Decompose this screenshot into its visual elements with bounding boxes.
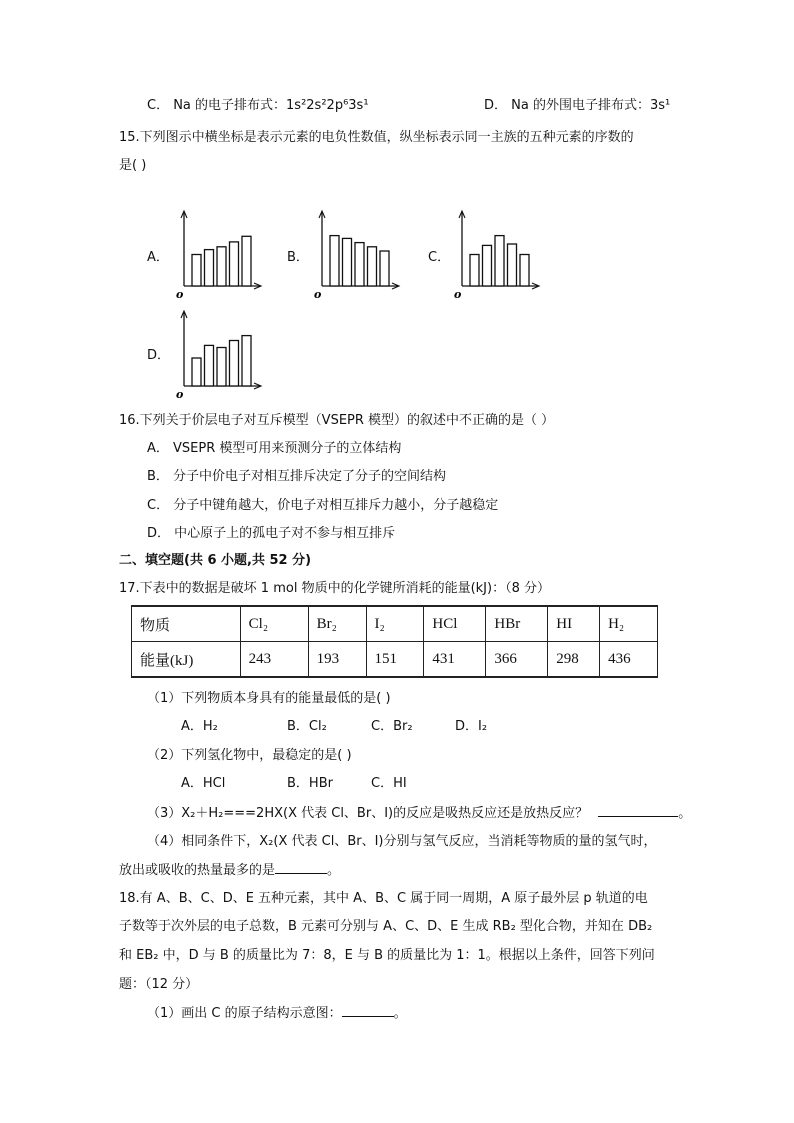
answer-blank[interactable] — [342, 1004, 394, 1017]
bar — [368, 247, 377, 286]
q17-part2-option: B．HBr — [287, 776, 333, 791]
bar — [217, 348, 226, 387]
bar — [217, 247, 226, 286]
bar — [192, 358, 201, 386]
table-cell: 151 — [366, 642, 424, 678]
bar — [343, 238, 352, 286]
q16-option-d: D． 中心原子上的孤电子对不参与相互排斥 — [147, 526, 396, 541]
bar-chart — [172, 310, 264, 401]
table-cell: 436 — [600, 642, 658, 678]
bar-chart — [310, 210, 402, 301]
table-cell: 243 — [240, 642, 308, 678]
bar — [205, 345, 214, 386]
bar-chart — [450, 210, 542, 301]
q15-label-b: B． — [287, 250, 309, 265]
q17-part2: （2）下列氢化物中，最稳定的是( ) — [147, 748, 352, 763]
table-header-cell: Cl₂ — [240, 606, 308, 642]
q17-part3-end: 。 — [678, 806, 692, 821]
table-header-cell: H₂ — [600, 606, 658, 642]
table-header-cell: I₂ — [366, 606, 424, 642]
table-cell: 298 — [548, 642, 600, 678]
q18-part1-end: 。 — [393, 1006, 407, 1021]
q18-line3: 和 EB₂ 中，D 与 B 的质量比为 7：8，E 与 B 的质量比为 1：1。根据以上条件，回答下列问 — [119, 948, 655, 963]
q17-part4-end: 。 — [327, 863, 341, 878]
q17-part3 — [147, 804, 691, 823]
bar-chart — [172, 210, 264, 301]
q18-line1: 18.有 A、B、C、D、E 五种元素，其中 A、B、C 属于同一周期，A 原子最外层 p 轨道的电 — [119, 891, 648, 906]
table-cell: 193 — [308, 642, 366, 678]
table-header-cell: HBr — [486, 606, 548, 642]
energy-table — [131, 605, 658, 678]
q15-chart-d — [172, 310, 264, 400]
q15-label-a: A． — [147, 250, 169, 265]
q17-part4-cont — [119, 861, 340, 880]
q17-part3-text: （3）X₂＋H₂===2HX(X 代表 Cl、Br、I)的反应是吸热反应还是放热反应？ — [147, 806, 589, 821]
table-header-cell: Br₂ — [308, 606, 366, 642]
table-header-cell: HCl — [424, 606, 486, 642]
q17-part1-option: B．Cl₂ — [287, 719, 327, 734]
bar — [242, 236, 251, 286]
table-header-cell: HI — [548, 606, 600, 642]
answer-blank[interactable] — [275, 861, 327, 874]
bar — [380, 251, 389, 286]
q16-stem: 16.下列关于价层电子对互斥模型（VSEPR 模型）的叙述中不正确的是（ ） — [119, 413, 555, 428]
origin-label: o — [314, 288, 322, 301]
bar — [230, 341, 239, 387]
bar — [508, 244, 517, 286]
table-header-cell: 物质 — [132, 606, 241, 642]
answer-blank[interactable] — [598, 804, 678, 817]
q14-option-c: C． Na 的电子排布式：1s²2s²2p⁶3s¹ — [147, 98, 369, 113]
bar — [520, 255, 529, 287]
q14-option-d: D． Na 的外围电子排布式：3s¹ — [484, 98, 671, 113]
q15-stem: 15.下列图示中横坐标是表示元素的电负性数值，纵坐标表示同一主族的五种元素的序数的 — [119, 130, 634, 145]
q17-part2-option: A．HCl — [181, 776, 226, 791]
q15-label-d: D． — [147, 348, 171, 363]
q16-option-a: A． VSEPR 模型可用来预测分子的立体结构 — [147, 441, 402, 456]
bar — [355, 243, 364, 286]
q15-stem-cont: 是( ) — [119, 158, 147, 173]
q17-part2-option: C．HI — [371, 776, 407, 791]
q15-chart-b — [310, 210, 402, 300]
bar — [330, 236, 339, 286]
q17-part4: （4）相同条件下，X₂(X 代表 Cl、Br、I)分别与氢气反应，当消耗等物质的量的氢气时， — [147, 834, 657, 849]
q18-part1 — [147, 1004, 407, 1023]
origin-label: o — [176, 388, 184, 401]
q17-part1-option: C．Br₂ — [371, 719, 413, 734]
bar — [483, 245, 492, 286]
origin-label: o — [454, 288, 462, 301]
origin-label: o — [176, 288, 184, 301]
q18-part1-text: （1）画出 C 的原子结构示意图： — [147, 1006, 342, 1021]
q15-chart-c — [450, 210, 542, 300]
q17-part1-option: D．I₂ — [455, 719, 488, 734]
section-heading: 二、填空题(共 6 小题,共 52 分) — [119, 553, 312, 568]
bar — [242, 336, 251, 386]
bar — [192, 255, 201, 287]
table-row — [132, 642, 658, 678]
q16-option-c: C． 分子中键角越大，价电子对相互排斥力越小，分子越稳定 — [147, 498, 499, 513]
q17-stem: 17.下表中的数据是破坏 1 mol 物质中的化学键所消耗的能量(kJ)：（8 分） — [119, 581, 550, 596]
q18-line4: 题：（12 分） — [119, 977, 199, 992]
q17-part4-text: 放出或吸收的热量最多的是 — [119, 863, 276, 878]
bar — [230, 242, 239, 286]
table-cell: 431 — [424, 642, 486, 678]
q15-label-c: C． — [428, 250, 451, 265]
q16-option-b: B． 分子中价电子对相互排斥决定了分子的空间结构 — [147, 469, 447, 484]
bar — [495, 236, 504, 286]
q17-part1: （1）下列物质本身具有的能量最低的是( ) — [147, 691, 391, 706]
table-cell: 366 — [486, 642, 548, 678]
q18-line2: 子数等于次外层的电子总数，B 元素可分别与 A、C、D、E 生成 RB₂ 型化合物，并知在 DB₂ — [119, 919, 653, 934]
q15-chart-a — [172, 210, 264, 300]
table-row — [132, 606, 658, 642]
bar — [205, 250, 214, 286]
bar — [470, 255, 479, 287]
table-cell: 能量(kJ) — [132, 642, 241, 678]
q17-part1-option: A．H₂ — [181, 719, 218, 734]
